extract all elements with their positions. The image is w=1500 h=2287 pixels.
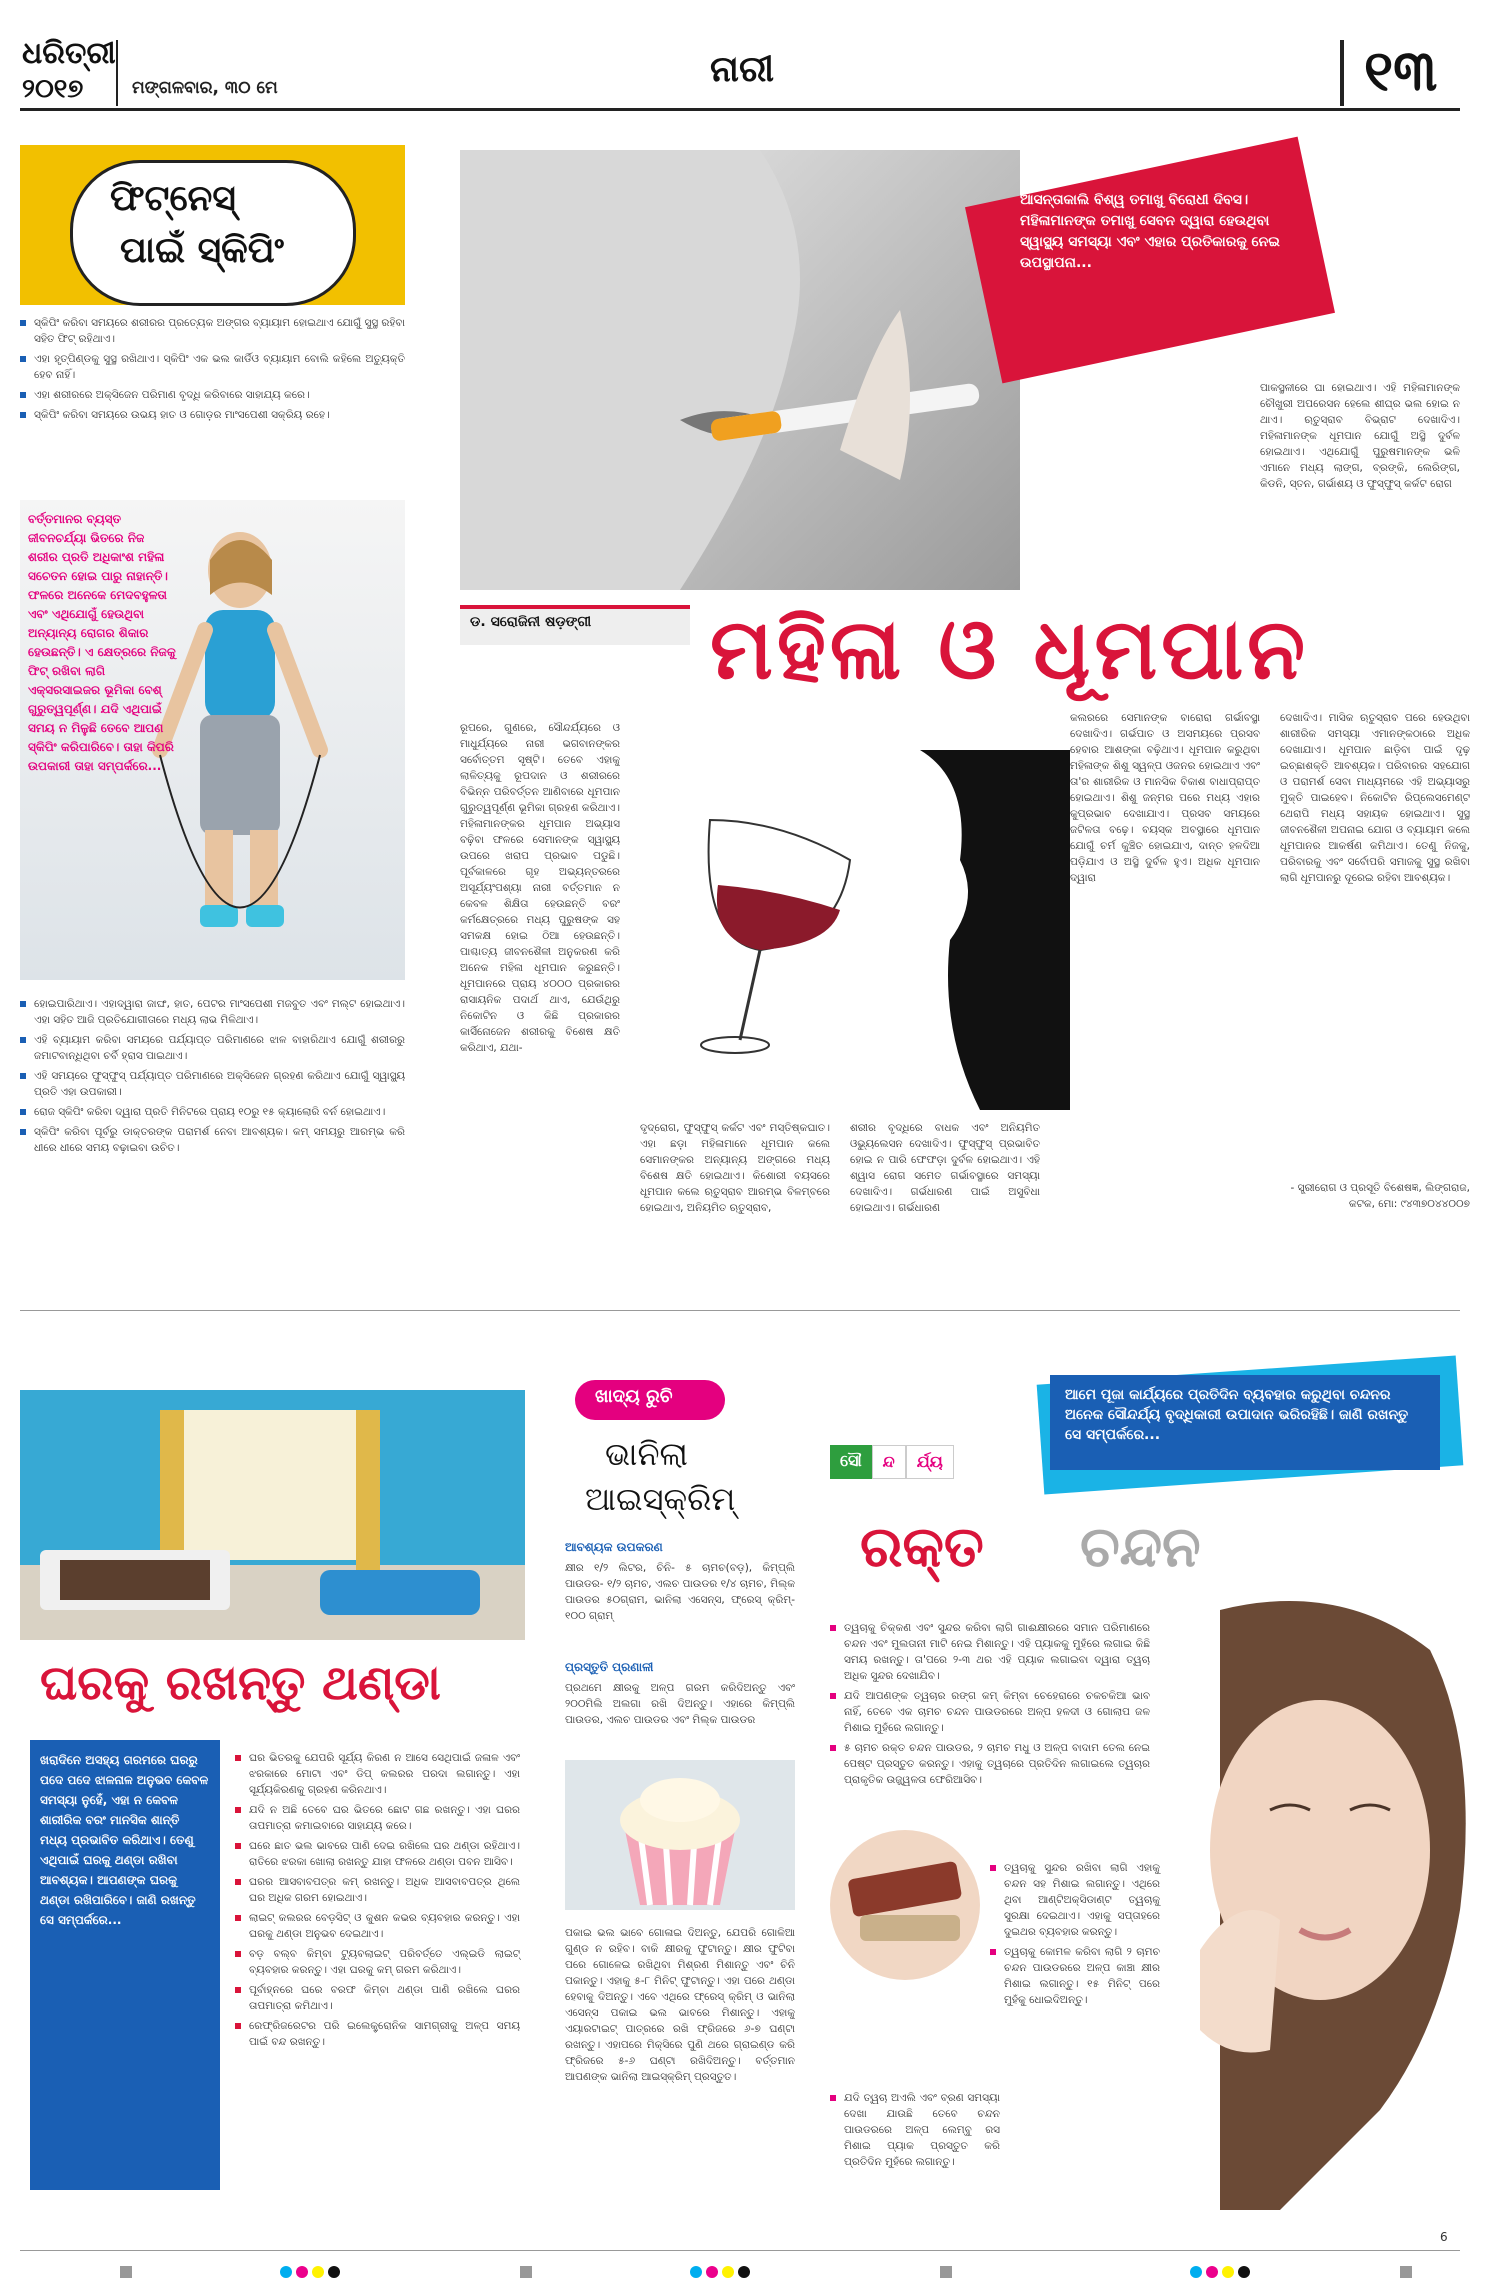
- smoking-illustration: [460, 150, 1020, 590]
- list-item: ଲାଇଟ୍ କଲରର ବେଡ଼ସିଟ୍ ଓ କୁଶନ କଭର ବ୍ୟବହାର କରନ୍ତୁ। ଏହା ଘରକୁ ଥଣ୍ଡା ଅନୁଭବ ଦେଇଥାଏ।: [235, 1910, 520, 1942]
- smoking-col-4: କଲରରେ ସେମାନଙ୍କ ବାରୋରା ଗର୍ଭାବସ୍ଥା ଦେଖାଦିଏ। ଗର୍ଭପାତ ଓ ଅସମୟରେ ପ୍ରସବ ହେବାର ଆଶଙ୍କା ବଢ଼ିଥାଏ। ଧୂମପାନ କରୁଥିବା ମହିଳାଙ୍କ ଶିଶୁ ସ୍ୱଳ୍ପ ଓଜନର ହୋଇଥାଏ ଏବଂ ତା'ର ଶାରୀରିକ ଓ ମାନସିକ ବିକାଶ ବାଧାପ୍ରାପ୍ତ ହୋଇଥାଏ। ଶିଶୁ ଜନ୍ମର ପରେ ମଧ୍ୟ ଏହାର କୁପ୍ରଭାବ ଦେଖାଯାଏ। ପ୍ରସବ ସମୟରେ ଜଟିଳତା ବଢ଼େ। ବୟସ୍କ ଅବସ୍ଥାରେ ଧୂମପାନ ଯୋଗୁଁ ଚର୍ମ କୁଞ୍ଚିତ ହୋଇଯାଏ, ଦାନ୍ତ ହଳଦିଆ ପଡ଼ିଯାଏ ଓ ଅସ୍ଥି ଦୁର୍ବଳ ହୁଏ। ଅଧିକ ଧୂମପାନ ଦ୍ୱାରା: [1070, 712, 1260, 884]
- list-item: ୫ ଚାମଚ ରକ୍ତ ଚନ୍ଦନ ପାଉଡର, ୨ ଚାମଚ ମଧୁ ଓ ଅଳ୍ପ ବାଦାମ ତେଲ ନେଇ ପେଷ୍ଟ ପ୍ରସ୍ତୁତ କରନ୍ତୁ। ଏହାକୁ ତ୍ୱଚାରେ ପ୍ରତିଦିନ ଲଗାଇଲେ ତ୍ୱଚାର ପ୍ରାକୃତିକ ଉଜ୍ଜ୍ୱଳତା ଫେରିଆସିବ।: [830, 1740, 1150, 1788]
- beauty-headline-gray: ଚନ୍ଦନ: [1080, 1515, 1201, 1580]
- masthead-divider-v: [116, 40, 118, 106]
- home-cool-intro: ଖରାଦିନେ ଅସହ୍ୟ ଗରମରେ ଘରରୁ ପଦେ ପଦେ ଝାଳନାଳ ଅନୁଭବ କେବଳ ସମସ୍ୟା ନୁହେଁ, ଏହା ନ କେବଳ ଶାରୀରିକ ବରଂ ମାନସିକ ଶାନ୍ତି ମଧ୍ୟ ପ୍ରଭାବିତ କରିଥାଏ। ତେଣୁ ଏଥିପାଇଁ ଘରକୁ ଥଣ୍ଡା ରଖିବା ଆବଶ୍ୟକ। ଆପଣଙ୍କ ଘରକୁ ଥଣ୍ଡା ରଖିପାରିବେ। ଜାଣି ରଖନ୍ତୁ ସେ ସମ୍ପର୍କରେ...: [40, 1753, 209, 1927]
- method-intro: ପ୍ରଥମେ କ୍ଷୀରକୁ ଅଳ୍ପ ଗରମ କରିଦିଅନ୍ତୁ ଏବଂ ୨୦୦ମିଲି ଅଲଗା ରଖି ଦିଅନ୍ତୁ। ଏହାରେ କିମ୍‌ପ୍ଲି ପାଉଡର, ଏଲଚ ପାଉଡର ଏବଂ ମିଲ୍କ ପାଉଡର: [565, 1682, 795, 1726]
- list-item: ଏହି ବ୍ୟାୟାମ କରିବା ସମୟରେ ପର୍ଯ୍ୟାପ୍ତ ପରିମାଣରେ ଝାଳ ବାହାରିଥାଏ ଯୋଗୁଁ ଶରୀରରୁ ଜମାଟବାନ୍ଧିଥିବା ଚର୍ବି ହ୍ରାସ ପାଇଥାଏ।: [20, 1032, 405, 1064]
- beauty-banner-text: ଆମେ ପୂଜା କାର୍ଯ୍ୟରେ ପ୍ରତିଦିନ ବ୍ୟବହାର କରୁଥିବା ଚନ୍ଦନର ଅନେକ ସୌନ୍ଦର୍ଯ୍ୟ ବୃଦ୍ଧିକାରୀ ଉପାଦାନ ଭରିରହିଛି। ଜାଣି ରଖନ୍ତୁ ସେ ସମ୍ପର୍କରେ...: [1065, 1387, 1409, 1443]
- page-number: ୧୩: [1364, 38, 1438, 104]
- sandalwood-illustration: [830, 1830, 980, 1980]
- masthead-rule: [20, 108, 1460, 111]
- sandalwood-photo: [830, 1830, 980, 1980]
- list-item: ଘରର ଆସବାବପତ୍ର କମ୍ ରଖନ୍ତୁ। ଅଧିକ ଆସବାବପତ୍ର ଥିଲେ ଘର ଅଧିକ ଗରମ ହୋଇଥାଏ।: [235, 1874, 520, 1906]
- reg-mark-gray-2: [520, 2266, 532, 2278]
- fitness-side-text: ବର୍ତ୍ତମାନର ବ୍ୟସ୍ତ ଜୀବନଚର୍ଯ୍ୟା ଭିତରେ ନିଜ ଶରୀର ପ୍ରତି ଅଧିକାଂଶ ମହିଳା ସଚେତନ ହୋଇ ପାରୁ ନାହାନ୍ତି। ଫଳରେ ଅନେକେ ମେଦବହୁଳତା ଏବଂ ଏଥିଯୋଗୁଁ ହେଉଥିବା ଅନ୍ୟାନ୍ୟ ରୋଗର ଶିକାର ହେଉଛନ୍ତି। ଏ କ୍ଷେତ୍ରରେ ନିଜକୁ ଫିଟ୍ ରଖିବା ଲାଗି ଏକ୍ସରସାଇଜର ଭୂମିକା ବେଶ୍ ଗୁରୁତ୍ୱପୂର୍ଣ୍ଣ। ଯଦି ଏଥିପାଇଁ ସମୟ ନ ମିଳୁଛି ତେବେ ଆପଣ ସ୍କିପିଂ କରିପାରିବେ। ତାହା କିପରି ଉପକାରୀ ତାହା ସମ୍ପର୍କରେ...: [28, 512, 176, 773]
- icecream-title-line2: ଆଇସ୍‌କ୍ରିମ୍: [585, 1480, 736, 1518]
- woman-face-illustration: [1160, 1590, 1480, 2210]
- list-item: ଘରେ ଛାତ ଭଲ ଭାବରେ ପାଣି ଦେଇ ରଖିଲେ ଘର ଥଣ୍ଡା ରହିଥାଏ। ରାତିରେ ଝରକା ଖୋଲା ରଖନ୍ତୁ ଯାହା ଫଳରେ ଥଣ୍ଡା ପବନ ଆସିବ।: [235, 1838, 520, 1870]
- smoking-headline: ମହିଳା ଓ ଧୂମପାନ: [710, 600, 1310, 698]
- list-item: ସ୍କିପିଂ କରିବା ସମୟରେ ଶରୀରର ପ୍ରତ୍ୟେକ ଅଙ୍ଗର ବ୍ୟାୟାମ ହୋଇଥାଏ ଯୋଗୁଁ ସୁସ୍ଥ ରହିବା ସହିତ ଫିଟ୍ ରହିଥାଏ।: [20, 315, 405, 347]
- beauty-label-part-1: ସୌ: [830, 1445, 872, 1479]
- reg-mark-gray-3: [940, 2266, 952, 2278]
- woman-face-photo: [1160, 1590, 1480, 2210]
- list-item: ସ୍କିପିଂ କରିବା ପୂର୍ବରୁ ଡାକ୍ତରଙ୍କ ପରାମର୍ଶ ନେବା ଆବଶ୍ୟକ। କମ୍ ସମୟରୁ ଆରମ୍ଭ କରି ଧୀରେ ଧୀରେ ସମୟ ବଢ଼ାଇବା ଉଚିତ।: [20, 1124, 405, 1156]
- smoking-col-1: ରୂପରେ, ଗୁଣରେ, ସୌନ୍ଦର୍ଯ୍ୟରେ ଓ ମାଧୁର୍ଯ୍ୟରେ ନାରୀ ଭଗବାନଙ୍କର ସର୍ବୋତ୍ତମ ସୃଷ୍ଟି। ତେବେ ଏହାକୁ ଲାଳିତ୍ୟକୁ ରୂପଦାନ ଓ ଶରୀରରେ ବିଭିନ୍ନ ପରିବର୍ତ୍ତନ ଆଣିବାରେ ଧୂମପାନ ଗୁରୁତ୍ୱପୂର୍ଣ୍ଣ ଭୂମିକା ଗ୍ରହଣ କରିଥାଏ। ମହିଳାମାନଙ୍କର ଧୂମପାନ ଅଭ୍ୟାସ ବଢ଼ିବା ଫଳରେ ସେମାନଙ୍କ ସ୍ୱାସ୍ଥ୍ୟ ଉପରେ ଖରାପ ପ୍ରଭାବ ପଡୁଛି। ପୂର୍ବକାଳରେ ଗୃହ ଅଭ୍ୟନ୍ତରରେ ଅସୂର୍ଯ୍ୟଂପଶ୍ୟା ନାରୀ ବର୍ତ୍ତମାନ ନ କେବଳ ଶିକ୍ଷିତା ହେଉଛନ୍ତି ବରଂ କର୍ମକ୍ଷେତ୍ରରେ ମଧ୍ୟ ପୁରୁଷଙ୍କ ସହ ସମକକ୍ଷ ହୋଇ ଠିଆ ହେଉଛନ୍ତି। ପାଶ୍ଚାତ୍ୟ ଜୀବନଶୈଳୀ ଅନୁକରଣ କରି ଅନେକ ମହିଳା ଧୂମପାନ କରୁଛନ୍ତି। ଧୂମପାନରେ ପ୍ରାୟ ୪୦୦୦ ପ୍ରକାରର ରାସାୟନିକ ପଦାର୍ଥ ଥାଏ, ଯେଉଁଥିରୁ ନିକୋଟିନ ଓ କିଛି ପ୍ରକାରର କାର୍ସିନୋଜେନ ଶରୀରକୁ ବିଶେଷ କ୍ଷତି କରିଥାଏ, ଯଥା-: [460, 722, 620, 1054]
- beauty-headline-red: ରକ୍ତ: [860, 1515, 984, 1580]
- list-item: ଘର ଭିତରକୁ ଯେପରି ସୂର୍ଯ୍ୟ କିରଣ ନ ଆସେ ସେଥିପାଇଁ ଜଳାଳ ଏବଂ ଝରକାରେ ମୋଟା ଏବଂ ଡିପ୍ କଲରର ପରଦା ଲଗାନ୍ତୁ। ଏହା ସୂର୍ଯ୍ୟକିରଣକୁ ଗ୍ରହଣ କରିନଥାଏ।: [235, 1750, 520, 1798]
- list-item: ଏହା ହୃତ୍‌ପିଣ୍ଡକୁ ସୁସ୍ଥ ରଖିଥାଏ। ସ୍କିପିଂ ଏକ ଭଲ କାର୍ଡିଓ ବ୍ୟାୟାମ ବୋଲି କହିଲେ ଅତ୍ୟୁକ୍ତି ହେବ ନାହିଁ।: [20, 351, 405, 383]
- list-item: ତ୍ୱଚାକୁ ଚିକ୍କଣ ଏବଂ ସୁନ୍ଦର କରିବା ଲାଗି ଗାଈକ୍ଷୀରରେ ସମାନ ପରିମାଣରେ ଚନ୍ଦନ ଏବଂ ମୁଲତାନୀ ମାଟି ନେଇ ମିଶାନ୍ତୁ। ଏହି ପ୍ୟାକକୁ ମୁହଁରେ ଲଗାଇ କିଛି ସମୟ ରଖନ୍ତୁ। ତା'ପରେ ୨-୩ ଥର ଏହି ପ୍ୟାକ ଲଗାଇବା ଦ୍ୱାରା ତ୍ୱଚା ଅଧିକ ସୁନ୍ଦର ଦେଖାଯିବ।: [830, 1620, 1150, 1684]
- icecream-cup-illustration: [565, 1760, 795, 1910]
- ingredients-text: କ୍ଷୀର ୧/୨ ଲିଟର, ଚିନି- ୫ ଚାମଚ(ବଡ଼), କିମ୍‌ପ୍ଲି ପାଉଡର- ୧/୨ ଚାମଚ, ଏଲଚ ପାଉଡର ୧/୪ ଚାମଚ, ମିଲ୍କ ପାଉଡର ୫୦ଗ୍ରାମ, ଭାନିଲା ଏସେନ୍ସ, ଫ୍ରେସ୍ କ୍ରିମ୍- ୧୦୦ ଗ୍ରାମ୍: [565, 1562, 795, 1622]
- smoking-banner-text: ଆସନ୍ତାକାଲି ବିଶ୍ୱ ତମାଖୁ ବିରୋଧୀ ଦିବସ। ମହିଳାମାନଙ୍କ ତମାଖୁ ସେବନ ଦ୍ୱାରା ହେଉଥିବା ସ୍ୱାସ୍ଥ୍ୟ ସମସ୍ୟା ଏବଂ ଏହାର ପ୍ରତିକାରକୁ ନେଇ ଉପସ୍ଥାପନା...: [1020, 192, 1280, 271]
- fitness-title-line2: ପାଇଁ ସ୍କିପିଂ: [120, 230, 284, 271]
- list-item: ଯଦି ନ ଅଛି ତେବେ ଘର ଭିତରେ ଛୋଟ ଗଛ ରଖନ୍ତୁ। ଏହା ଘରର ତାପମାତ୍ରା କମାଇବାରେ ସାହାଯ୍ୟ କରେ।: [235, 1802, 520, 1834]
- list-item: ରୋଜ ସ୍କିପିଂ କରିବା ଦ୍ୱାରା ପ୍ରତି ମିନିଟରେ ପ୍ରାୟ ୧୦ରୁ ୧୫ କ୍ୟାଲୋରି ବର୍ନ ହୋଇଥାଏ।: [20, 1104, 405, 1120]
- reg-mark-yellow: [312, 2266, 324, 2278]
- reg-mark-black: [328, 2266, 340, 2278]
- reg-mark-yellow-3: [1222, 2266, 1234, 2278]
- masthead: [0, 0, 1500, 110]
- list-item: ବଡ଼ ବଲ୍ବ କିମ୍ବା ଟ୍ୟୁବଲାଇଟ୍ ପରିବର୍ତ୍ତେ ଏଲ୍‌ଇଡି ଲାଇଟ୍ ବ୍ୟବହାର କରନ୍ତୁ। ଏହା ଘରକୁ କମ୍ ଗରମ କରିଥାଏ।: [235, 1946, 520, 1978]
- smoking-top-right-text: ପାକସ୍ଥଳୀରେ ଘା ହୋଇଥାଏ। ଏହି ମହିଳାମାନଙ୍କ ଚୌଖୁରୀ ଅପରେସନ ହେଲେ ଶୀଘ୍ର ଭଲ ହୋଇ ନ ଥାଏ। ଋତୁସ୍ରାବ ବିଭ୍ରାଟ ଦେଖାଦିଏ। ମହିଳାମାନଙ୍କ ଧୂମପାନ ଯୋଗୁଁ ଅସ୍ଥି ଦୁର୍ବଳ ହୋଇଥାଏ। ଏଥିଯୋଗୁଁ ପୁରୁଷମାନଙ୍କ ଭଳି ଏମାନେ ମଧ୍ୟ ଲାଙ୍ଗ, ବ୍ରଙ୍କି, ଲେରିଙ୍ଗ, କିଡନି, ସ୍ତନ, ଗର୍ଭାଶୟ ଓ ଫୁସ୍‌ଫୁସ୍ କର୍କଟ ରୋଗ: [1260, 382, 1460, 490]
- method-heading: ପ୍ରସ୍ତୁତି ପ୍ରଣାଳୀ: [565, 1660, 654, 1674]
- smoking-hero-photo: [460, 150, 1020, 590]
- list-item: ରେଫ୍ରିଜରେଟର ପରି ଇଲେକ୍ଟ୍ରୋନିକ ସାମଗ୍ରୀକୁ ଅଳ୍ପ ସମୟ ପାଇଁ ବନ୍ଦ ରଖନ୍ତୁ।: [235, 2018, 520, 2050]
- list-item: ପୂର୍ବାହ୍ନରେ ଘରେ ବରଫ କିମ୍ବା ଥଣ୍ଡା ପାଣି ରଖିଲେ ଘରର ତାପମାତ୍ରା କମିଥାଏ।: [235, 1982, 520, 2014]
- list-item: ଯଦି ଆପଣଙ୍କ ତ୍ୱଚାର ରଙ୍ଗ କମ୍ କିମ୍ବା ଚେହେରାରେ ଚକଚକିଆ ଭାବ ନାହିଁ, ତେବେ ଏକ ଚାମଚ ଚନ୍ଦନ ପାଉଡରରେ ଅଳ୍ପ ହଳଦୀ ଓ ଗୋଲାପ ଜଳ ମିଶାଇ ମୁହଁରେ ଲଗାନ୍ତୁ।: [830, 1688, 1150, 1736]
- masthead-date: ମଙ୍ଗଳବାର, ୩୦ ମେ: [132, 78, 278, 98]
- home-cool-headline: ଘରକୁ ରଖନ୍ତୁ ଥଣ୍ଡା: [40, 1655, 441, 1711]
- reg-mark-black-2: [738, 2266, 750, 2278]
- list-item: ଏହି ସମୟରେ ଫୁସ୍‌ଫୁସ୍ ପର୍ଯ୍ୟାପ୍ତ ପରିମାଣରେ ଅକ୍ସିଜେନ ଗ୍ରହଣ କରିଥାଏ ଯୋଗୁଁ ସ୍ୱାସ୍ଥ୍ୟ ପ୍ରତି ଏହା ଉପକାରୀ।: [20, 1068, 405, 1100]
- section-title: ନାରୀ: [710, 48, 775, 90]
- smoking-col-3: ଶରୀର ବୃଦ୍ଧିରେ ବାଧକ ଏବଂ ଅନିୟମିତ ଓଭ୍ୟୁଲେସନ ଦେଖାଦିଏ। ଫୁସ୍‌ଫୁସ୍ ପ୍ରଭାବିତ ହୋଇ ନ ପାରି ଫେଫଡ଼ା ଦୁର୍ବଳ ହୋଇଥାଏ। ଏହି ଶ୍ୱାସ ରୋଗ ସମେତ ଗର୍ଭାବସ୍ଥାରେ ସମସ୍ୟା ଦେଖାଦିଏ। ଗର୍ଭଧାରଣ ପାଇଁ ଅସୁବିଧା ହୋଇଥାଏ। ଗର୍ଭଧାରଣ: [850, 1122, 1040, 1214]
- wineglass-photo: [640, 710, 1070, 1110]
- reg-mark-magenta: [296, 2266, 308, 2278]
- smoking-byline: - ସ୍ତ୍ରୀରୋଗ ଓ ପ୍ରସୂତି ବିଶେଷଜ୍ଞ, ଲିଙ୍ଗରାଜ, କଟକ, ମୋ: ୯୪୩୭୦୪୪୦୦୭: [1290, 1182, 1470, 1210]
- beauty-bullets-lower: [990, 1860, 1160, 2012]
- author-name: ଡ. ସରୋଜିନୀ ଷଡ଼ଙ୍ଗୀ: [470, 614, 592, 630]
- icecream-section: [545, 1330, 805, 2230]
- fitness-section: [20, 130, 405, 1310]
- section-divider: [20, 1310, 1460, 1311]
- smoking-col-2: ଦୃଦ୍‌ରୋଗ, ଫୁସ୍‌ଫୁସ୍ କର୍କଟ ଏବଂ ମସ୍ତିଷ୍କଘାତ। ଏହା ଛଡ଼ା ମହିଳାମାନେ ଧୂମପାନ କଲେ ସେମାନଙ୍କର ଅନ୍ୟାନ୍ୟ ଅଙ୍ଗରେ ମଧ୍ୟ ବିଶେଷ କ୍ଷତି ହୋଇଥାଏ। କିଶୋରୀ ବୟସରେ ଧୂମପାନ କଲେ ଋତୁସ୍ରାବ ଆରମ୍ଭ ବିଳମ୍ବରେ ହୋଇଥାଏ, ଅନିୟମିତ ଋତୁସ୍ରାବ,: [640, 1122, 830, 1214]
- beauty-bullets: [830, 1620, 1150, 1792]
- registration-marks: [0, 2262, 1500, 2282]
- page-number-box: [1340, 40, 1344, 106]
- list-item: ତ୍ୱଚାକୁ ସୁନ୍ଦର ରଖିବା ଲାଗି ଏହାକୁ ଚନ୍ଦନ ସହ ମିଶାଇ ଲଗାନ୍ତୁ। ଏଥିରେ ଥିବା ଆଣ୍ଟିଅକ୍ସିଡାଣ୍ଟ ତ୍ୱଚାକୁ ସୁରକ୍ଷା ଦେଇଥାଏ। ଏହାକୁ ସପ୍ତାହରେ ଦୁଇଥର ବ୍ୟବହାର କରନ୍ତୁ।: [990, 1860, 1160, 1940]
- list-item: ହୋଇପାରିଥାଏ। ଏହାଦ୍ୱାରା ଜାଙ୍ଘ, ହାତ, ପେଟର ମାଂସପେଶୀ ମଜବୁତ ଏବଂ ମଲ୍‌ଟ ହୋଇଥାଏ। ଏହା ସହିତ ଆଜି ପ୍ରତିଯୋଗୀତାରେ ମଧ୍ୟ ଲାଭ ମିଳିଥାଏ।: [20, 996, 405, 1028]
- reg-mark-gray-4: [1400, 2266, 1412, 2278]
- beauty-label-part-3: ର୍ଯ୍ୟ: [906, 1445, 954, 1479]
- fitness-bullets: [20, 315, 405, 427]
- reg-mark-gray: [120, 2266, 132, 2278]
- room-illustration: [20, 1390, 525, 1640]
- list-item: ଏହା ଶରୀରରେ ଅକ୍ସିଜେନ ପରିମାଣ ବୃଦ୍ଧି କରିବାରେ ସାହାଯ୍ୟ କରେ।: [20, 387, 405, 403]
- fitness-title-line1: ଫିଟ୍‌ନେସ୍‌: [110, 178, 236, 219]
- icecream-photo: [565, 1760, 795, 1910]
- ingredients-heading: ଆବଶ୍ୟକ ଉପକରଣ: [565, 1540, 663, 1554]
- smoking-section: [420, 130, 1480, 1310]
- list-item: ଯଦି ତ୍ୱଚା ଅଏଲି ଏବଂ ବ୍ରଣ ସମସ୍ୟା ଦେଖା ଯାଉଛି ତେବେ ଚନ୍ଦନ ପାଉଡରରେ ଅଳ୍ପ ଲେମ୍ବୁ ରସ ମିଶାଇ ପ୍ୟାକ ପ୍ରସ୍ତୁତ କରି ପ୍ରତିଦିନ ମୁହଁରେ ଲଗାନ୍ତୁ।: [830, 2090, 1000, 2170]
- method-rest: ପକାଇ ଭଲ ଭାବେ ଗୋଳାଇ ଦିଅନ୍ତୁ, ଯେପରି ଗୋଳିଆ ଗୁଣ୍ଡ ନ ରହିବ। ବାକି କ୍ଷୀରକୁ ଫୁଟାନ୍ତୁ। କ୍ଷୀର ଫୁଟିବା ପରେ ଗୋଳେଇ ରଖିଥିବା ମିଶ୍ରଣ ମିଶାନ୍ତୁ ଏବଂ ଚିନି ପକାନ୍ତୁ। ଏହାକୁ ୫-୮ ମିନିଟ୍ ଫୁଟାନ୍ତୁ। ଏହା ପରେ ଥଣ୍ଡା ହେବାକୁ ଦିଅନ୍ତୁ। ଏବେ ଏଥିରେ ଫ୍ରେସ୍ କ୍ରିମ୍ ଓ ଭାନିଲା ଏସେନ୍ସ ପକାଇ ଭଲ ଭାବରେ ମିଶାନ୍ତୁ। ଏହାକୁ ଏୟାରଟାଇଟ୍ ପାତ୍ରରେ ରଖି ଫ୍ରିଜରେ ୬-୭ ଘଣ୍ଟା ରଖନ୍ତୁ। ଏହାପରେ ମିକ୍ସିରେ ପୁଣି ଥରେ ଗ୍ରାଇଣ୍ଡ କରି ଫ୍ରିଜରେ ୫-୬ ଘଣ୍ଟା ରଖିଦିଅନ୍ତୁ। ବର୍ତ୍ତମାନ ଆପଣଙ୍କ ଭାନିଲା ଆଇସ୍‌କ୍ରିମ୍ ପ୍ରସ୍ତୁତ।: [565, 1927, 795, 2083]
- fitness-bottom-bullets: [20, 996, 405, 1160]
- smoking-col-5: ଦେଖାଦିଏ। ମାସିକ ଋତୁସ୍ରାବ ପରେ ହେଉଥିବା ଶାରୀରିକ ସମସ୍ୟା ଏମାନଙ୍କଠାରେ ଅଧିକ ଦେଖାଯାଏ। ଧୂମପାନ ଛାଡ଼ିବା ପାଇଁ ଦୃଢ଼ ଇଚ୍ଛାଶକ୍ତି ଆବଶ୍ୟକ। ପରିବାରର ସହଯୋଗ ଓ ପରାମର୍ଶ ସେବା ମାଧ୍ୟମରେ ଏହି ଅଭ୍ୟାସରୁ ମୁକ୍ତି ପାଇହେବ। ନିକୋଟିନ ରିପ୍ଲେସମେଣ୍ଟ ଥେରାପି ମଧ୍ୟ ସହାୟକ ହୋଇଥାଏ। ସୁସ୍ଥ ଜୀବନଶୈଳୀ ଅପନାଇ ଯୋଗ ଓ ବ୍ୟାୟାମ କଲେ ଧୂମପାନର ଆକର୍ଷଣ କମିଥାଏ। ତେଣୁ ନିଜକୁ, ପରିବାରକୁ ଏବଂ ସର୍ବୋପରି ସମାଜକୁ ସୁସ୍ଥ ରଖିବା ଲାଗି ଧୂମପାନରୁ ଦୂରେଇ ରହିବା ଆବଶ୍ୟକ।: [1280, 712, 1470, 884]
- reg-mark-cyan-2: [690, 2266, 702, 2278]
- wineglass-illustration: [640, 710, 1070, 1110]
- icecream-section-label: ଖାଦ୍ୟ ରୁଚି: [595, 1386, 673, 1407]
- beauty-section: [820, 1330, 1480, 2230]
- list-item: ସ୍କିପିଂ କରିବା ସମୟରେ ଉଭୟ ହାତ ଓ ଗୋଡ଼ର ମାଂସପେଶୀ ସକ୍ରିୟ ରହେ।: [20, 407, 405, 423]
- footer-page-mark: 6: [1440, 2230, 1448, 2244]
- footer-rule: [20, 2250, 1460, 2251]
- masthead-brand: ଧରିତ୍ରୀ: [22, 36, 116, 71]
- home-cool-section: [20, 1330, 525, 2230]
- beauty-label-part-2: ନ୍ଦ: [872, 1445, 906, 1479]
- reg-mark-cyan: [280, 2266, 292, 2278]
- home-cool-bullets: [235, 1750, 520, 2054]
- reg-mark-magenta-3: [1206, 2266, 1218, 2278]
- reg-mark-magenta-2: [706, 2266, 718, 2278]
- reg-mark-black-3: [1238, 2266, 1250, 2278]
- reg-mark-yellow-2: [722, 2266, 734, 2278]
- icecream-title-line1: ଭାନିଲା: [605, 1435, 688, 1473]
- beauty-section-label: [830, 1445, 954, 1479]
- list-item: ତ୍ୱଚାକୁ କୋମଳ କରିବା ଲାଗି ୨ ଚାମଚ ଚନ୍ଦନ ପାଉଡରରେ ଅଳ୍ପ କାଞ୍ଚା କ୍ଷୀର ମିଶାଇ ଲଗାନ୍ତୁ। ୧୫ ମିନିଟ୍ ପରେ ମୁହଁକୁ ଧୋଇଦିଅନ୍ତୁ।: [990, 1944, 1160, 2008]
- beauty-bullets-bottom: [830, 2090, 1000, 2174]
- room-photo: [20, 1390, 525, 1640]
- reg-mark-cyan-3: [1190, 2266, 1202, 2278]
- masthead-year: ୨୦୧୭: [22, 74, 84, 104]
